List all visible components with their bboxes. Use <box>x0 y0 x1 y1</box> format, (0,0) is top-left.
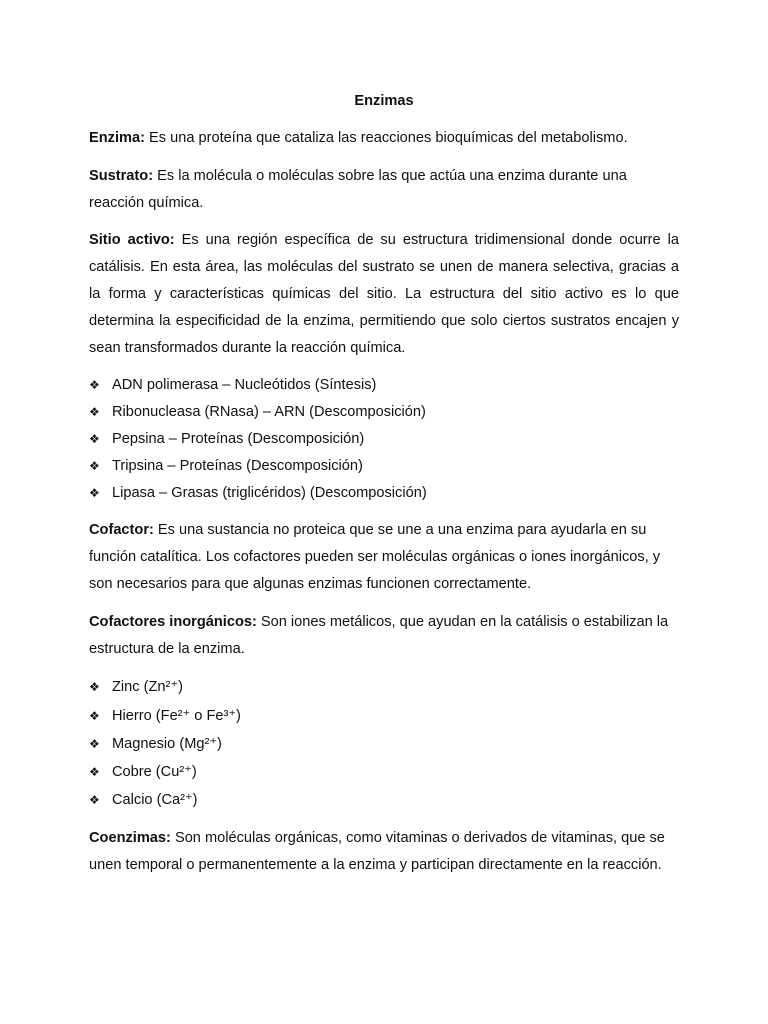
diamond-bullet-icon: ❖ <box>89 405 100 420</box>
list-item-text: Calcio (Ca²⁺) <box>112 792 198 809</box>
list-item-text: Zinc (Zn²⁺) <box>112 679 183 696</box>
term-definition: Es una región específica de su estructura tridimensional donde ocurre la catálisis. En esta área, las moléculas del sustrato se unen de manera selectiva, gracias a la forma y características químicas del sitio. La estructura del sitio activo es lo que determina la especificidad de la enzima, permitiendo que solo ciertos sustratos encajen y sean transformados durante la reacción química. <box>89 232 679 356</box>
list-item <box>89 786 679 814</box>
document-title: Enzimas <box>354 93 414 109</box>
list-item-text: Pepsina – Proteínas (Descomposición) <box>112 430 365 447</box>
ion-examples-list <box>89 673 679 814</box>
list-item-text: Cobre (Cu²⁺) <box>112 763 197 780</box>
term-definition: Es una sustancia no proteica que se une a una enzima para ayudarla en su función catalítica. Los cofactores pueden ser moléculas orgánicas o iones inorgánicos, y son necesarios para que algunas enzimas funcionen correctamente. <box>89 522 661 592</box>
diamond-bullet-icon: ❖ <box>89 736 100 751</box>
list-item <box>89 480 679 507</box>
list-item <box>89 758 679 786</box>
diamond-bullet-icon: ❖ <box>89 708 100 723</box>
diamond-bullet-icon: ❖ <box>89 431 100 446</box>
list-item <box>89 702 679 730</box>
paragraph-sitio-activo <box>89 227 679 361</box>
list-item-text: Magnesio (Mg²⁺) <box>112 735 222 752</box>
paragraph-cofactores-inorganicos <box>89 609 679 663</box>
list-item <box>89 372 679 399</box>
paragraph-enzima <box>89 125 679 152</box>
document-page <box>89 88 679 890</box>
term-label: Cofactor: <box>89 522 154 539</box>
term-definition: Es una proteína que cataliza las reacciones bioquímicas del metabolismo. <box>144 130 628 146</box>
list-item-text: ADN polimerasa – Nucleótidos (Síntesis) <box>112 377 377 394</box>
term-label: Sitio activo: <box>89 232 175 249</box>
diamond-bullet-icon: ❖ <box>89 378 100 393</box>
term-label: Sustrato: <box>89 167 154 184</box>
list-item <box>89 453 679 480</box>
list-item <box>89 426 679 453</box>
paragraph-coenzimas <box>89 825 679 879</box>
diamond-bullet-icon: ❖ <box>89 458 100 473</box>
term-definition: Son moléculas orgánicas, como vitaminas o derivados de vitaminas, que se unen temporal o permanentemente a la enzima y participan directamente en la reacción. <box>89 830 665 874</box>
term-definition: Son iones metálicos, que ayudan en la catálisis o estabilizan la estructura de la enzima. <box>89 613 669 657</box>
term-definition: Es la molécula o moléculas sobre las que actúa una enzima durante una reacción química. <box>89 167 627 211</box>
list-item-text: Hierro (Fe²⁺ o Fe³⁺) <box>112 707 241 724</box>
list-item-text: Ribonucleasa (RNasa) – ARN (Descomposición) <box>112 404 426 421</box>
term-label: Coenzimas: <box>89 830 171 847</box>
term-label: Cofactores inorgánicos: <box>89 613 257 630</box>
diamond-bullet-icon: ❖ <box>89 680 100 695</box>
list-item-text: Lipasa – Grasas (triglicéridos) (Descomposición) <box>112 484 427 501</box>
term-label: Enzima: <box>89 130 145 146</box>
list-item-text: Tripsina – Proteínas (Descomposición) <box>112 457 363 474</box>
list-item <box>89 730 679 758</box>
diamond-bullet-icon: ❖ <box>89 764 100 779</box>
diamond-bullet-icon: ❖ <box>89 793 100 808</box>
enzyme-examples-list <box>89 372 679 506</box>
list-item <box>89 673 679 701</box>
diamond-bullet-icon: ❖ <box>89 485 100 500</box>
paragraph-sustrato <box>89 163 679 217</box>
list-item <box>89 399 679 426</box>
paragraph-cofactor <box>89 517 679 597</box>
